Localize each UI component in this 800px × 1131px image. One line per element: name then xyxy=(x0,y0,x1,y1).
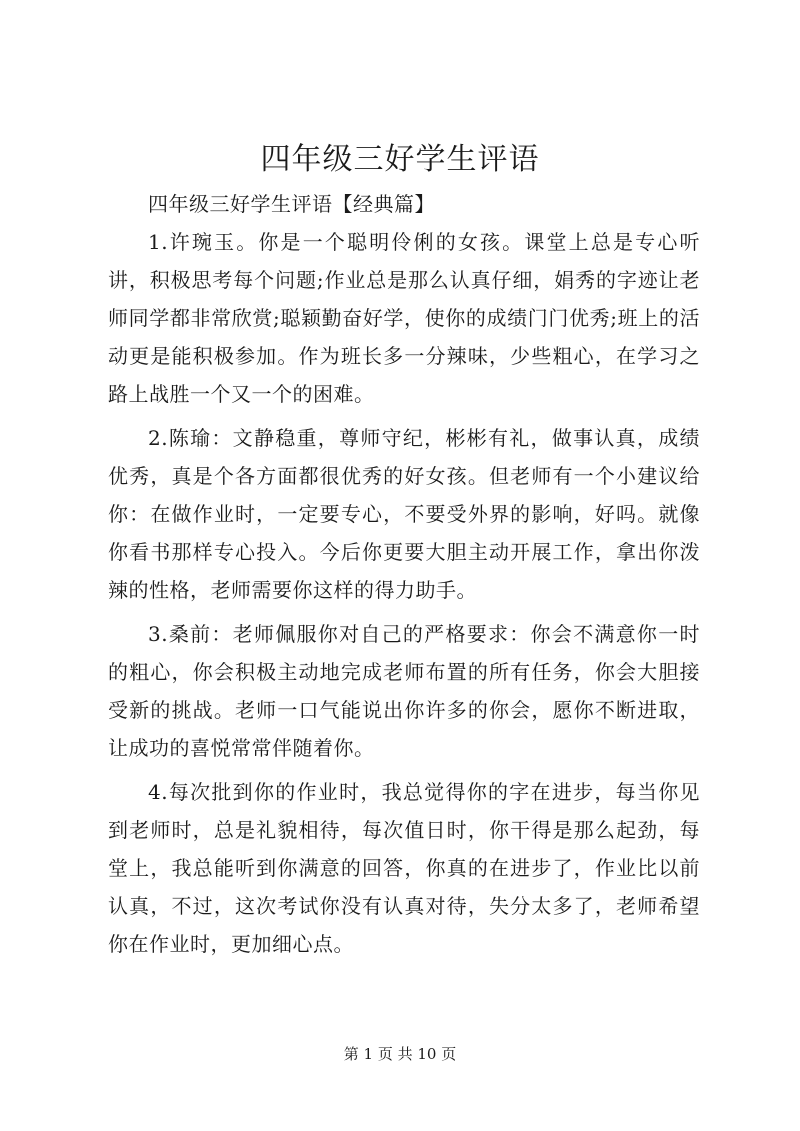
page-footer: 第 1 页 共 10 页 xyxy=(343,1045,457,1063)
paragraph-3: 3.桑前：老师佩服你对自己的严格要求：你会不满意你一时的粗心，你会积极主动地完成老师布置的所有任务，你会大胆接受新的挑战。老师一口气能说出你许多的你会，愿你不断进取，让成功的喜悦常常伴随着你。 xyxy=(108,622,700,760)
paragraph-4: 4.每次批到你的作业时，我总觉得你的字在进步，每当你见到老师时，总是礼貌相待，每次值日时，你干得是那么起劲，每堂上，我总能听到你满意的回答，你真的在进步了，作业比以前认真，不过，这次考试你没有认真对待，失分太多了，老师希望你在作业时，更加细心点。 xyxy=(108,780,700,956)
paragraph-2: 2.陈瑜：文静稳重，尊师守纪，彬彬有礼，做事认真，成绩优秀，真是个各方面都很优秀的好女孩。但老师有一个小建议给你：在做作业时，一定要专心，不要受外界的影响，好吗。就像你看书那样专心投入。今后你更要大胆主动开展工作，拿出你泼辣的性格，老师需要你这样的得力助手。 xyxy=(108,426,700,602)
page-title: 四年级三好学生评语 xyxy=(260,142,540,177)
paragraph-1: 1.许琬玉。你是一个聪明伶俐的女孩。课堂上总是专心听讲，积极思考每个问题;作业总是那么认真仔细，娟秀的字迹让老师同学都非常欣赏;聪颖勤奋好学，使你的成绩门门优秀;班上的活动更是能积极参加。作为班长多一分辣味，少些粗心，在学习之路上战胜一个又一个的困难。 xyxy=(108,230,700,406)
document-body xyxy=(108,185,700,969)
section-subtitle: 四年级三好学生评语【经典篇】 xyxy=(148,192,435,216)
